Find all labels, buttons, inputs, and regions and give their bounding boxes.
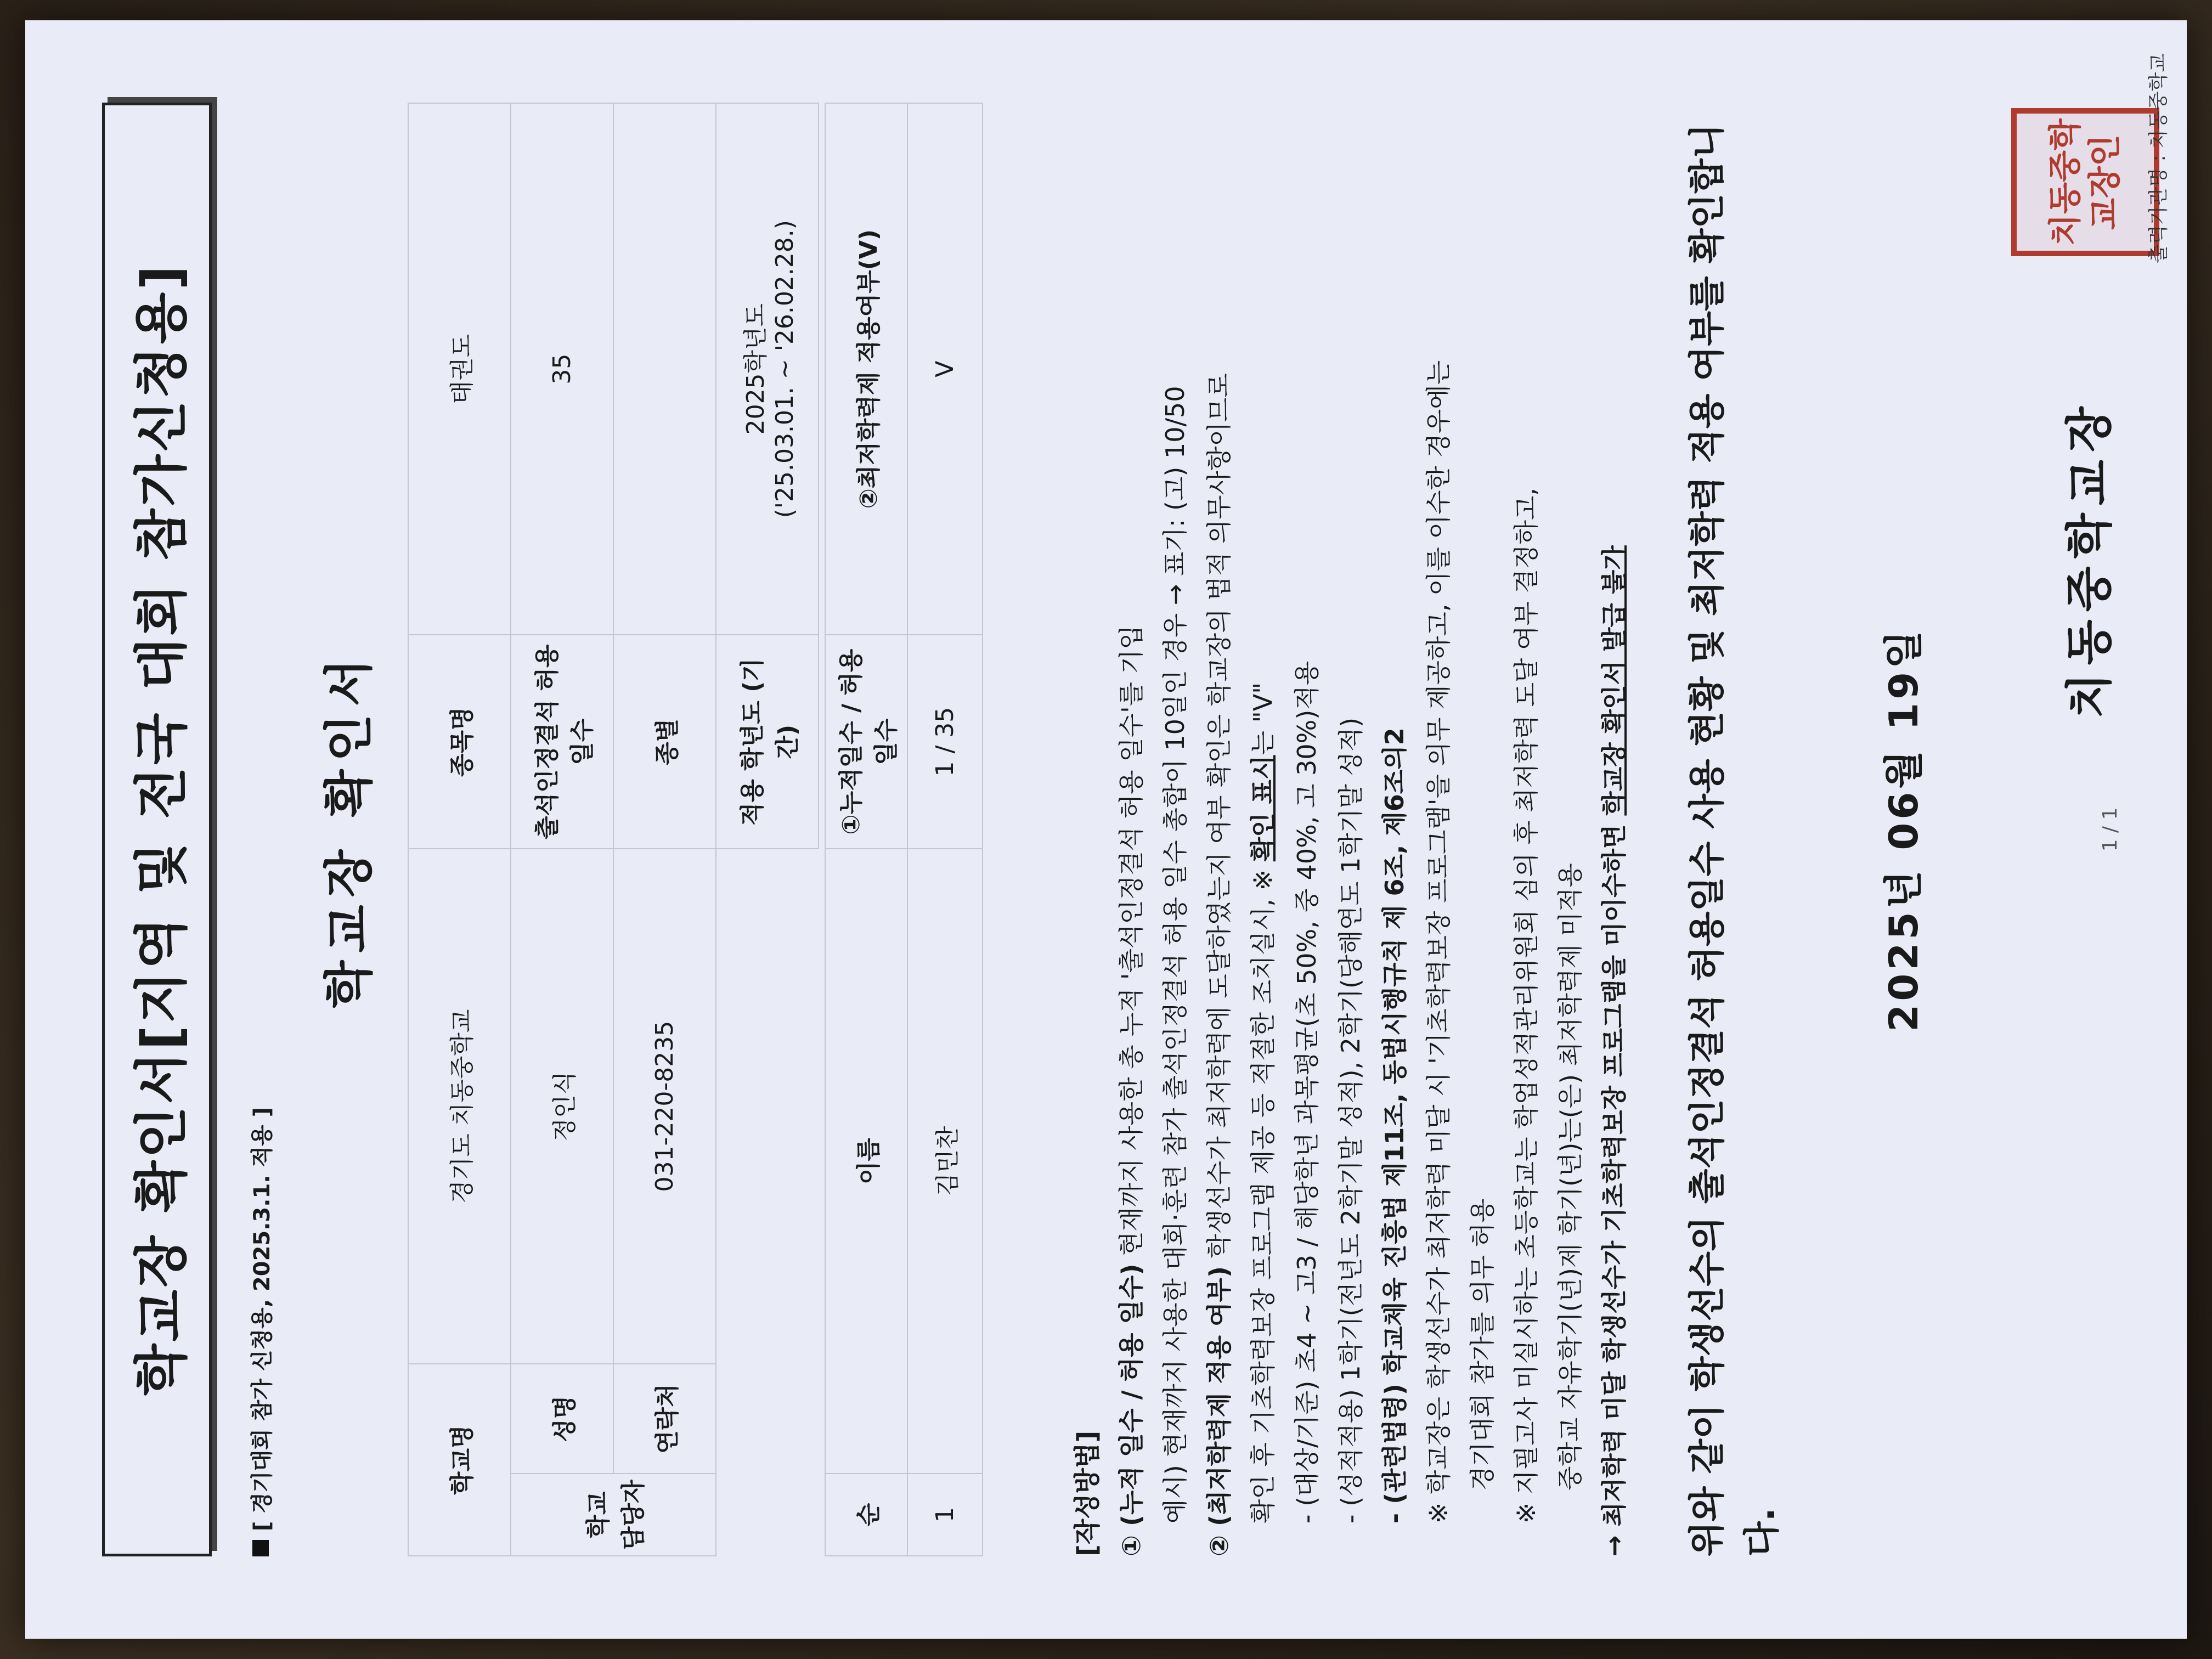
document-page [102,103,2159,1556]
instruction-warning-a: → 최저학력 미달 학생선수가 기초학력보장 프로그램을 미이수하면 [1599,815,1629,1556]
issue-date: 2025년 06월 19일 [1881,627,1927,1032]
school-name-label: 학교명 [408,1364,511,1556]
col-header-no: 순 [825,1474,907,1556]
black-square-icon [252,1540,269,1556]
instruction-note-2b: 중학교 자유학기(년)제 학기(년)는(은) 최저학력제 미적용 [1555,863,1585,1491]
footer-issuer: 출력기관명 : 치동중학교 [2147,53,2170,263]
signature-row [2011,103,2159,1556]
type-label: 종별 [613,635,716,849]
manager-label: 학교 담당자 [511,1474,716,1556]
allowed-days-label: 출석인정결석 허용일수 [511,635,613,849]
page-number: 1 / 1 [2099,807,2121,852]
instruction-note-2: ※ 지필고사 미실시하는 초등학교는 학업성적관리위원회 심의 후 최저학력 도달 여부 결정하고, [1511,488,1541,1523]
type-value [613,103,716,635]
notice-line [245,103,276,1556]
instruction-2-detail [1241,103,1285,1556]
document-sheet [25,20,2187,1639]
instruction-warning-b: 학교장 확인서 발급 불가 [1599,545,1629,816]
table-row [613,103,716,1556]
notice-text: [ 경기대회 참가 신청용, 2025.3.1. 적용 ] [250,1107,275,1531]
confirmation-statement: 위와 같이 학생선수의 출석인정결석 허용일수 사용 현황 및 최저학력 적용 여부를 확인합니다. [1686,123,1783,1556]
school-name-value: 경기도 치동중학교 [408,849,511,1364]
col-header-applied: ②최저학력제 적용여부(V) [825,103,907,635]
instruction-grades: - (성적적용) 1학기(전년도 2학기말 성적), 2학기(당해연도 1학기말 성적) [1336,717,1365,1523]
instruction-1-text: 현재까지 사용한 총 누적 '출석인정결석 허용 일수'를 기입 [1116,625,1146,1264]
instruction-1-example: 예시) 현재까지 사용한 대회·훈련 참가 출석인정결석 허용 일수 총합이 10일인 경우 → 표기: (고) 10/50 [1160,386,1190,1523]
official-seal [2011,108,2159,256]
instructions [1065,103,1636,1556]
document-header-title: 학교장 확인서[지역 및 전국 대회 참가신청용] [102,103,212,1556]
players-table [825,103,983,1556]
instruction-2-detail-b: 확인 표시 [1248,755,1278,862]
col-header-days: ①누적일수 / 허용일수 [825,635,907,849]
player-no: 1 [907,1474,983,1556]
contact-value: 031-220-8235 [613,849,716,1364]
instruction-2-detail-a: 확인 후 기초학력보장 프로그램 제공 등 적절한 조치실시, ※ [1248,861,1278,1523]
instruction-1 [1109,103,1153,1556]
instruction-2-text: 학생선수가 최저학력에 도달하였는지 여부 확인은 학교장의 법적 의무사항이므로 [1204,373,1234,1267]
page-title: 학교장 확인서 [320,651,378,1008]
player-name: 김민찬 [907,849,983,1474]
allowed-days-value: 35 [511,103,613,635]
info-table [408,103,819,1556]
instruction-law: - (관련법령) 학교체육 진흥법 제11조, 동법시행규칙 제 6조, 제6조의2 [1380,727,1409,1523]
apply-year-period: ('25.03.01. ~ '26.02.28.) [771,220,799,518]
sport-label: 종목명 [408,635,511,849]
instruction-note-1b: 경기대회 참가를 의무 허용 [1468,1198,1497,1491]
col-header-name: 이름 [825,849,907,1474]
instructions-heading: [작성방법] [1072,1430,1103,1556]
instruction-2-detail-c: 는 "V" [1248,682,1278,755]
apply-year-label: 적용 학년도 (기간) [716,635,819,849]
sport-value: 태권도 [408,103,511,635]
instruction-note-1: ※ 학교장은 학생선수가 최저학력 미달 시 '기초학력보장 프로그램'을 의무 제공하고, 이를 이수한 경우에는 [1424,360,1453,1523]
instruction-1-label: ① (누적 일수 / 허용 일수) [1116,1263,1146,1556]
seal-text: 치동중학교장인 [2046,119,2124,246]
table-row [907,103,983,1556]
name-label: 성명 [511,1364,613,1474]
apply-year-cell [716,103,819,635]
table-row [511,103,613,1556]
table-header-row [825,103,907,1556]
player-days: 1 / 35 [907,635,983,849]
instruction-warning [1592,103,1636,1556]
table-row [716,103,819,1556]
name-value: 정인식 [511,849,613,1364]
instruction-2-label: ② (최저학력제 적용 여부) [1204,1266,1234,1556]
instruction-2 [1197,103,1241,1556]
apply-year-value: 2025학년도 [742,303,770,435]
table-row [408,103,511,1556]
player-applied: V [907,103,983,635]
instruction-target: - (대상/기준) 초4 ~ 고3 / 해당학년 과목평균(초 50%, 중 40%, 고 30%)적용 [1292,661,1322,1523]
contact-label: 연락처 [613,1364,716,1474]
signer-name: 치동중학교장 [2062,399,2117,719]
